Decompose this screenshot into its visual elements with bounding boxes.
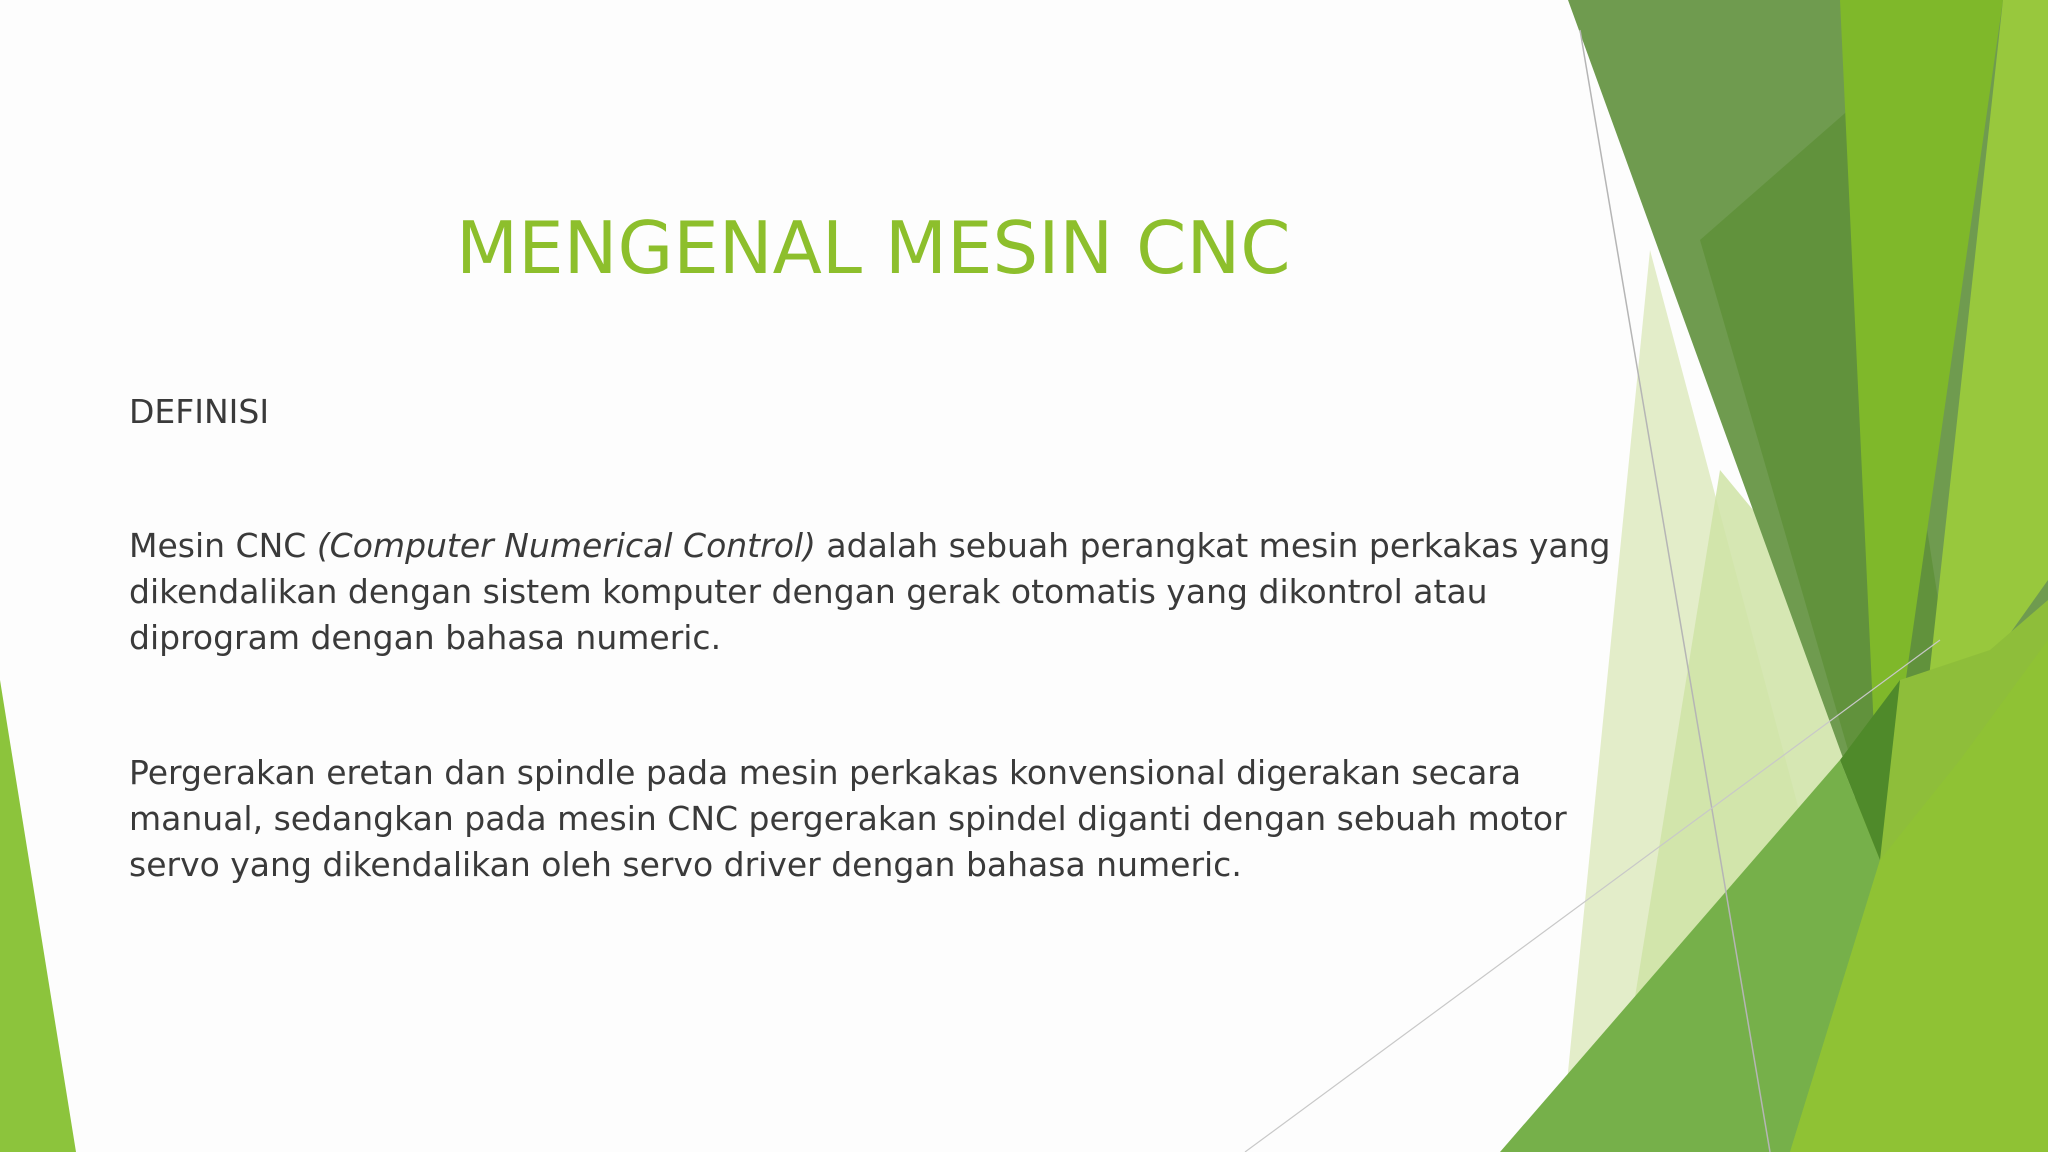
left-green-sliver — [0, 680, 76, 1152]
section-heading: DEFINISI — [129, 392, 270, 431]
definition-suffix: adalah sebuah perangkat mesin perkakas yang dikendalikan dengan sistem komputer dengan gerak otomatis yang dikontrol atau diprogram dengan bahasa numeric. — [129, 526, 1611, 657]
definition-prefix: Mesin CNC — [129, 526, 317, 565]
definition-italic-term: (Computer Numerical Control) — [316, 526, 816, 565]
slide-title: MENGENAL MESIN CNC — [456, 206, 1291, 290]
definition-paragraph — [129, 523, 1649, 661]
movement-paragraph: Pergerakan eretan dan spindle pada mesin perkakas konvensional digerakan secara manual, sedangkan pada mesin CNC pergerakan spindel diganti dengan sebuah motor servo yang dikendalikan oleh servo driver dengan bahasa numeric. — [129, 753, 1567, 884]
